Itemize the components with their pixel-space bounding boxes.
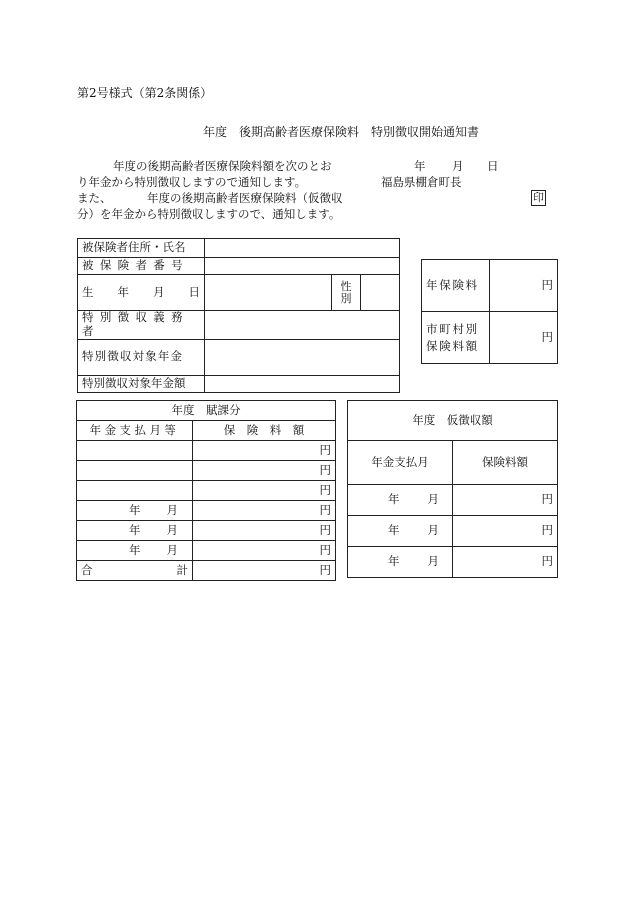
assessment-total-label: 合 計 xyxy=(77,561,193,581)
intro-line-2: り年金から特別徴収しますので通知します。 xyxy=(77,175,307,189)
address-name-field[interactable] xyxy=(205,239,400,258)
provisional-amount-cell[interactable]: 円 xyxy=(453,516,558,547)
table-row[interactable] xyxy=(77,461,193,481)
assessment-amount-cell[interactable]: 円 xyxy=(193,461,336,481)
table-row[interactable]: 年 月 xyxy=(348,516,453,547)
assessment-total-cell[interactable]: 円 xyxy=(193,561,336,581)
premium-table xyxy=(421,259,558,364)
assessment-amount-cell[interactable]: 円 xyxy=(193,441,336,461)
intro-line-1: 年度の後期高齢者医療保険料額を次のとお xyxy=(113,159,332,173)
date-year: 年 xyxy=(414,159,426,173)
table-row[interactable] xyxy=(77,441,193,461)
provisional-table xyxy=(347,400,558,578)
insured-table xyxy=(77,238,400,393)
assessment-col-amount: 保 険 料 額 xyxy=(193,421,336,441)
provisional-title: 年度 仮徴収額 xyxy=(348,401,558,441)
provisional-col-amount: 保険料額 xyxy=(453,441,558,485)
assessment-amount-cell[interactable]: 円 xyxy=(193,541,336,561)
intro-line-3b: 年度の後期高齢者医療保険料（仮徴収 xyxy=(147,191,343,205)
table-row[interactable]: 年 月 xyxy=(77,521,193,541)
seal-mark: 印 xyxy=(533,191,544,204)
pension-amount-field[interactable] xyxy=(205,375,400,392)
issuer-name: 福島県棚倉町長 xyxy=(381,175,462,189)
assessment-amount-cell[interactable]: 円 xyxy=(193,501,336,521)
assessment-col-month: 年金支払月等 xyxy=(77,421,193,441)
pension-label: 特別徴収対象年金 xyxy=(78,339,205,375)
assessment-title: 年度 賦課分 xyxy=(77,401,336,421)
table-row[interactable]: 年 月 xyxy=(77,501,193,521)
pension-amount-label: 特別徴収対象年金額 xyxy=(78,375,205,392)
annual-premium-field[interactable]: 円 xyxy=(490,260,558,312)
assessment-amount-cell[interactable]: 円 xyxy=(193,481,336,501)
pension-field[interactable] xyxy=(205,339,400,375)
date-month: 月 xyxy=(452,159,464,173)
assessment-table xyxy=(76,400,336,581)
sex-label: 性別 xyxy=(332,275,361,311)
intro-line-4: 分）を年金から特別徴収しますので、通知します。 xyxy=(77,207,341,221)
obligor-field[interactable] xyxy=(205,311,400,340)
municipal-premium-field[interactable]: 円 xyxy=(490,312,558,364)
assessment-amount-cell[interactable]: 円 xyxy=(193,521,336,541)
provisional-amount-cell[interactable]: 円 xyxy=(453,485,558,516)
table-row[interactable]: 年 月 xyxy=(348,485,453,516)
provisional-col-month: 年金支払月 xyxy=(348,441,453,485)
form-label: 第2号様式（第2条関係） xyxy=(77,86,213,100)
annual-premium-label: 年保険料 xyxy=(422,260,490,312)
provisional-amount-cell[interactable]: 円 xyxy=(453,547,558,578)
obligor-label: 特別徴収義務者 xyxy=(78,311,205,340)
intro-line-3a: また、 xyxy=(77,191,112,205)
date-day: 日 xyxy=(487,159,499,173)
table-row[interactable] xyxy=(77,481,193,501)
municipal-premium-label: 市町村別 保険料額 xyxy=(422,312,490,364)
table-row[interactable]: 年 月 xyxy=(348,547,453,578)
birth-label: 生 年 月 日 xyxy=(78,275,205,311)
document-title: 年度 後期高齢者医療保険料 特別徴収開始通知書 xyxy=(203,125,480,139)
sex-field[interactable] xyxy=(361,275,400,311)
address-name-label: 被保険者住所・氏名 xyxy=(78,239,205,258)
insured-number-field[interactable] xyxy=(205,258,400,275)
table-row[interactable]: 年 月 xyxy=(77,541,193,561)
birth-field[interactable] xyxy=(205,275,332,311)
insured-number-label: 被保険者番号 xyxy=(78,258,205,275)
